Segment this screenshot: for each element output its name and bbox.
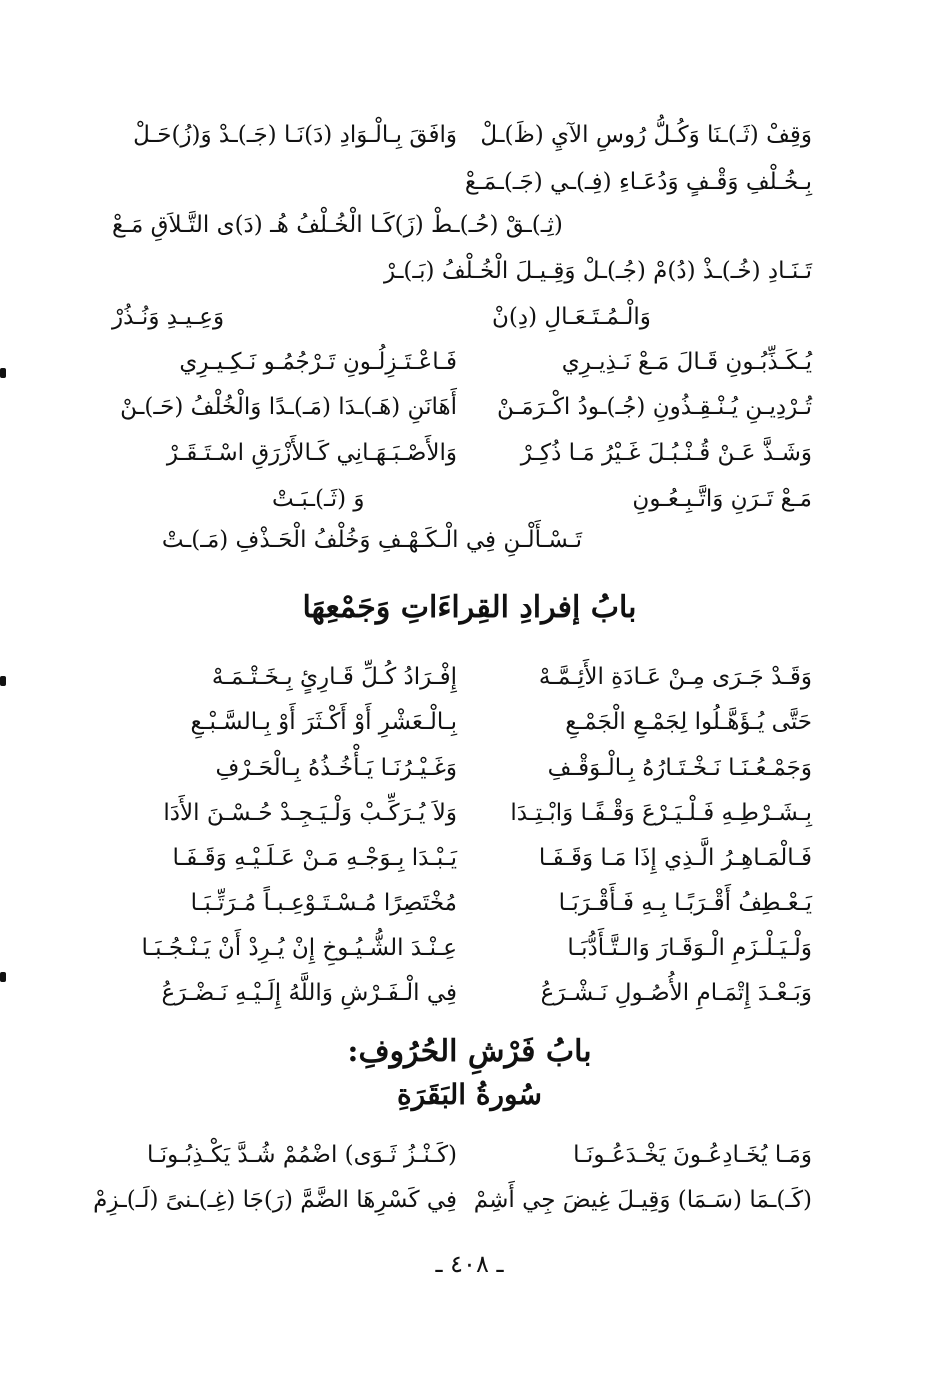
hemistich-right: بِـشَـرْطِـهِ فَـلْـيَـرْعَ وَقْـفًـا وَابْـتِـدَا [510,800,812,826]
verse-line: (ثِـ)ـقْ (حُـ)ـطْ (زَ)كَـا الْخُـلْفُ هُـ (دَ)ى التَّـلاَقِ مَـعْ [112,212,563,238]
hemistich-right: فَـالْمَـاهِـرُ الَّـذِي إِذَا مَـا وَقَـفَـا [538,845,812,871]
verse-line [93,1180,812,1220]
hemistich-right: وَلْـيَـلْـزَمِ الْـوَقَـارَ وَالـتَّـأَدُّبَـا [567,935,812,961]
verse-line [112,297,812,337]
verse-line [112,838,812,878]
hemistich-left: وَلاَ يُـرَكِّـبْ وَلْـيَـجِـدْ حُـسْـنَ الأَدَا [163,800,457,826]
hemistich-right: يَـعْـطِفُ أَقْـرَبًـا بِـهِ فَـأَقْـرَبَـا [558,890,812,916]
hemistich-right: وَالْـمُـتَـعَـالِ (دِ)نْ [492,304,651,330]
hemistich-left: يَـبْـدَا بِـوَجْـهِ مَـنْ عَـلَـيْـهِ وَقَـفَـا [172,845,457,871]
hemistich-left: (كَـنْـزُ ثَـوَى) اضْمُمْ شُـدَّ يَكْـذِبُـونَـا [147,1142,457,1168]
hemistich-left: عِـنْـدَ الشُّـيُـوخِ إِنْ يُـرِدْ أَنْ يَـنْـجُـبَـا [141,935,457,961]
hemistich-left: فَـاعْـتَـزِلُـونِ تَـرْجُمُـو نَـكِـيـرِي [179,349,457,375]
verse-line [112,115,812,155]
verse-line [112,1135,812,1175]
hemistich-left: إِفْـرَادُ كُـلِّ قَـارِئٍ بِـخَـتْـمَـهْ [211,664,457,690]
section-title: بابُ إفرادِ القِراءَاتِ وَجَمْعِهَا [302,590,637,625]
verse-line [112,793,812,833]
hemistich-right: يُـكَـذِّبُـونِ قَـالَ مَـعْ نَـذِيـرِي [561,349,812,375]
page-number: ـ ٤٠٨ ـ [435,1250,504,1278]
verse-line [112,433,812,473]
hemistich-right: مَـعْ تَـرَنِ وَاتَّـبِـعُـونِ [632,486,812,512]
hemistich-right: وَجَمْـعُـنَـا نَـخْـتَـارُهُ بِـالْـوَقْـفِ [547,755,812,781]
verse-line [112,387,812,427]
verse-line [112,342,812,382]
hemistich-left: مُخْتَصِرًا مُـسْـتَـوْعِـبـاً مُـرَتِّـبَـا [190,890,457,916]
hemistich-left: وَعِـيـدِ وَنُـذُرْ [112,304,225,330]
hemistich-right: وَشَـذَّ عَـنْ قُـنْـبُـلَ غَـيْرُ مَـا ذُكِـرْ [520,440,812,466]
verse-line: بِـخُـلْفِ وَقْـفٍ وَدُعَـاءِ (فِـ)ـي (جَـ)ـمَـعْ [464,169,812,195]
hemistich-right: (كَـ)ـمَا (سَـمَا) وَقِيـلَ غِيضَ جِي أَشِمْ [473,1187,812,1213]
hemistich-right: وَقِفْ (ثَـ)ـنَا وَكُـلُّ رُوسِ الآيِ (ظَ)ـلْ [480,122,812,148]
scan-edge-mark [0,972,6,982]
hemistich-left: بِـالْـعَشْرِ أَوْ أَكْـثَرَ أَوْ بِـالسَّـبْـعِ [190,709,457,735]
verse-line [112,928,812,968]
hemistich-right: تُـرْدِيـنِ يُـنْـقِـذُونِ (جُـ)ـودُ اكْـرَمَـنْ [496,394,812,420]
hemistich-left: وَافَقَ بِـالْـوَادِ (دَ)نَـا (جَـ)ـدْ وَ(زُ)حَـلْ [133,122,457,148]
hemistich-left: وَ (ثَـ)ـبَـتْ [272,486,365,512]
verse-line: تَـنَـادِ (خُـ)ـذْ (دُ)مْ (جُـ)ـلْ وَقِـيـلَ الْخُـلْفُ (بَـ)ـرْ [384,258,812,284]
verse-line [272,479,812,519]
hemistich-left: أَهَانَنِ (هَـ)ـدَا (مَـ)ـدًا وَالْخُلْفُ (حَـ)ـنْ [120,394,457,420]
hemistich-right: وَمَـا يُخَـادِعُـونَ يَخْـدَعُـونَـا [573,1142,812,1168]
hemistich-left: فِي كَسْرِهَا الضَّمَّ (رَ)جَا (غِـ)ـنىً (لَـ)ـزِمْ [93,1187,457,1213]
hemistich-right: وَبَـعْـدَ إِتْمَـامِ الأُصُـولِ نَـشْـرَعُ [540,980,812,1006]
hemistich-right: وَقَـدْ جَـرَى مِـنْ عَـادَةِ الأَئِـمَّـهْ [538,664,812,690]
hemistich-right: حَتَّى يُـؤَهَّـلُوا لِجَمْـعِ الْجَمْـعِ [565,709,812,735]
scan-edge-mark [0,676,6,686]
hemistich-left: فِي الْـفَـرْشِ وَاللَّهُ إِلَـيْـهِ نَـضْـرَعُ [161,980,457,1006]
verse-line: تَـسْـأَلْـنِ فِي الْـكَـهْـفِ وَخُلْفُ الْحَـذْفِ (مَـ)ـتْ [161,527,582,553]
scan-edge-mark [0,368,6,378]
verse-line [112,973,812,1013]
surah-title: سُورةُ البَقَرَةِ [397,1078,542,1111]
section-title: بابُ فَرْشِ الحُرُوفِ: [347,1034,592,1069]
hemistich-left: وَغَـيْـرُنَـا يَـأْخُـذُهُ بِـالْحَـرْفِ [215,755,457,781]
verse-line [112,657,812,697]
verse-line [112,702,812,742]
verse-line [112,748,812,788]
hemistich-left: وَالأَصْـبَـهَـانِي كَـالأَزْرَقِ اسْـتَـقَـرْ [166,440,457,466]
verse-line [112,883,812,923]
